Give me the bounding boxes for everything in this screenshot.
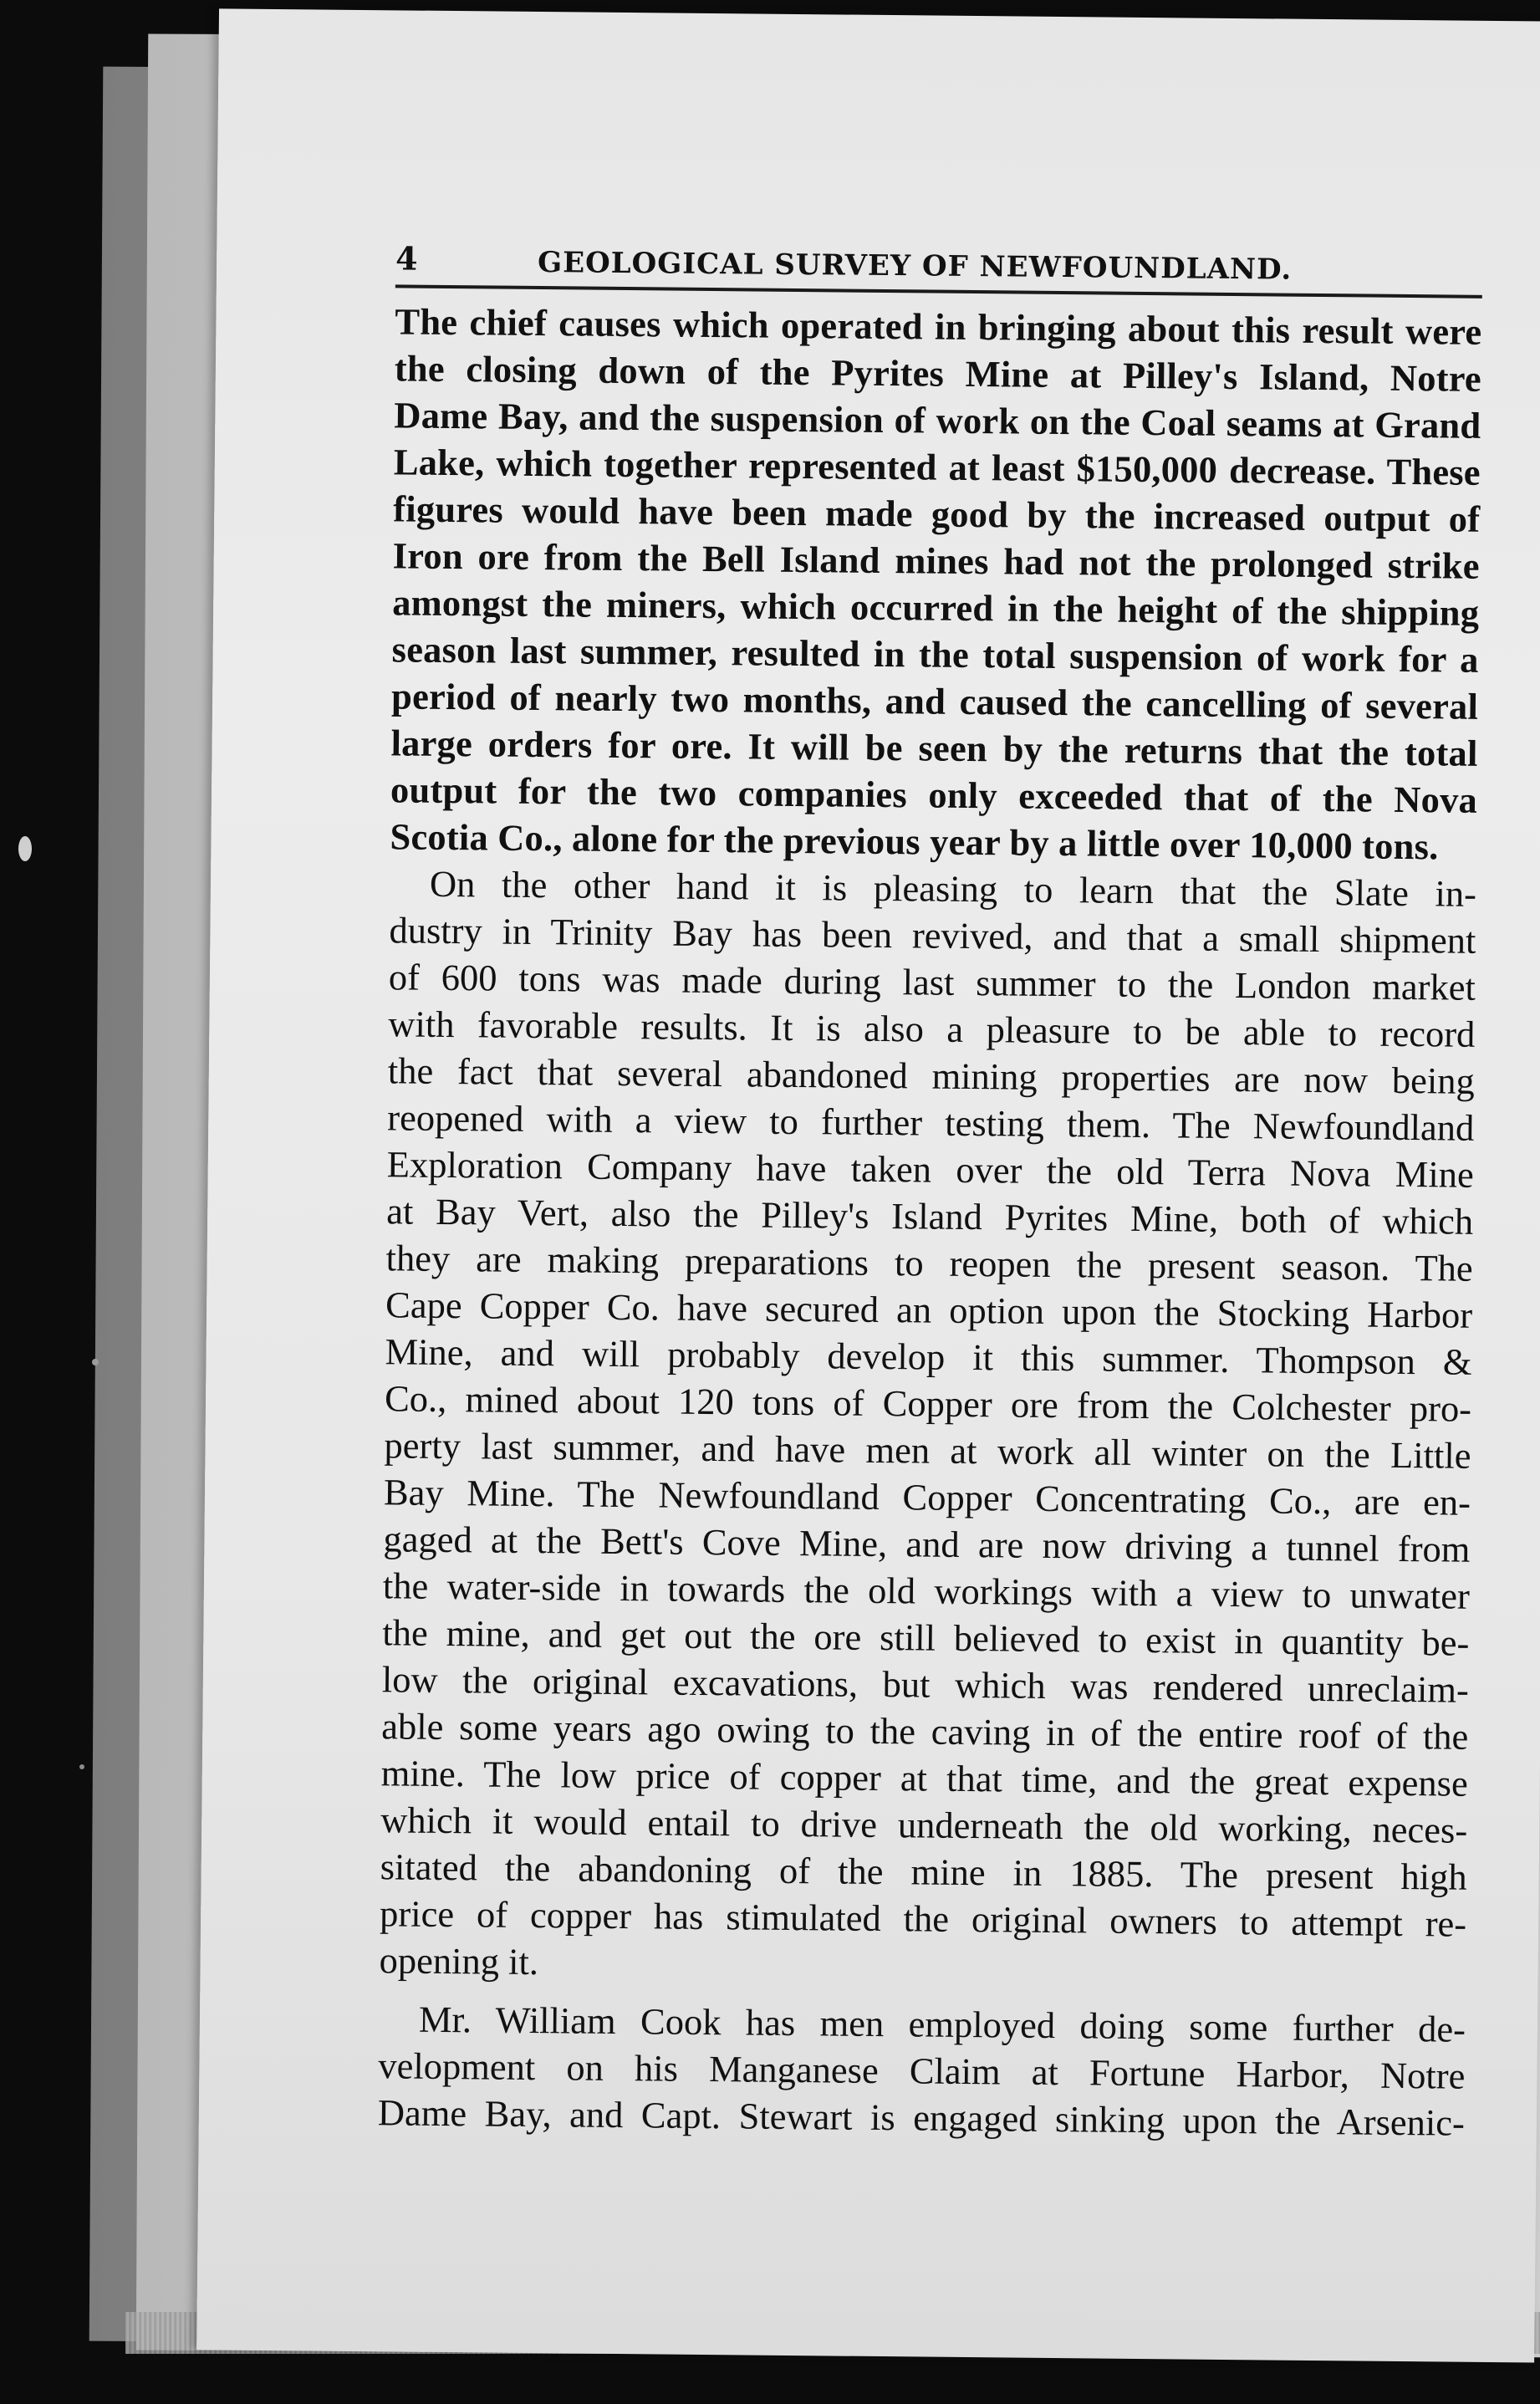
text-line: Bay Mine. The Newfoundland Copper Concentrating Co., are en- — [383, 1471, 1471, 1524]
text-line: reopened with a view to further testing them. The Newfoundland — [387, 1096, 1475, 1149]
text-line: the closing down of the Pyrites Mine at Pilley's Island, Notre — [394, 347, 1482, 400]
text-line: The chief causes which operated in bringing about this result were — [395, 300, 1482, 353]
text-line: large orders for ore. It will be seen by the returns that the total — [390, 722, 1478, 774]
text-line: which it would entail to drive underneath the old working, neces- — [380, 1799, 1468, 1851]
text-line: On the other hand it is pleasing to learn that the Slate in- — [429, 862, 1477, 915]
paragraph-2 — [379, 860, 1476, 1993]
text-line: able some years ago owing to the caving in of the entire roof of the — [381, 1705, 1469, 1758]
page-number: 4 — [395, 239, 418, 278]
text-line: output for the two companies only exceeded that of the Nova — [390, 768, 1478, 821]
text-line: Cape Copper Co. have secured an option upon the Stocking Harbor — [385, 1284, 1473, 1336]
page-text-block — [378, 234, 1483, 2146]
text-line: Dame Bay, and the suspension of work on the Coal seams at Grand — [394, 394, 1481, 447]
running-head — [395, 234, 1483, 298]
paragraph-3 — [378, 1995, 1466, 2146]
text-line: dustry in Trinity Bay has been revived, and that a small shipment — [389, 909, 1476, 962]
text-line: the fact that several abandoned mining properties are now being — [387, 1049, 1476, 1102]
text-line: opening it. — [379, 1939, 539, 1983]
text-line: figures would have been made good by the increased output of — [393, 487, 1481, 540]
text-line: perty last summer, and have men at work all winter on the Little — [384, 1424, 1471, 1477]
text-line: period of nearly two months, and caused the cancelling of several — [390, 675, 1479, 727]
text-line: Scotia Co., alone for the previous year by a little over 10,000 tons. — [390, 815, 1439, 868]
text-line: the water-side in towards the old workings with a view to unwater — [382, 1564, 1471, 1617]
paragraph-1 — [390, 298, 1481, 870]
text-line: of 600 tons was made during last summer to the London market — [388, 956, 1476, 1008]
scanned-page — [196, 8, 1540, 2362]
text-line: price of copper has stimulated the original owners to attempt re- — [379, 1892, 1467, 1945]
text-line: season last summer, resulted in the total suspension of work for a — [391, 628, 1479, 681]
text-line: Dame Bay, and Capt. Stewart is engaged sinking upon the Arsenic- — [377, 2091, 1466, 2144]
text-line: with favorable results. It is also a pleasure to be able to record — [388, 1003, 1476, 1055]
text-line: velopment on his Manganese Claim at Fortune Harbor, Notre — [378, 2044, 1466, 2097]
text-line: Iron ore from the Bell Island mines had not the prolonged strike — [392, 534, 1480, 587]
text-line: gaged at the Bett's Cove Mine, and are now driving a tunnel from — [383, 1518, 1471, 1570]
text-line: they are making preparations to reopen the present season. The — [385, 1237, 1473, 1289]
scan-speck — [92, 1359, 99, 1365]
text-line: Exploration Company have taken over the old Terra Nova Mine — [386, 1143, 1474, 1196]
text-line: amongst the miners, which occurred in the height of the shipping — [391, 581, 1480, 634]
text-line: Co., mined about 120 tons of Copper ore from the Colchester pro- — [384, 1377, 1472, 1430]
text-line: low the original excavations, but which was rendered unreclaim- — [381, 1658, 1470, 1711]
text-line: Lake, which together represented at least $150,000 decrease. These — [393, 441, 1481, 493]
scan-speck — [79, 1764, 84, 1769]
text-line: Mr. William Cook has men employed doing some further de- — [418, 1998, 1466, 2050]
text-line: at Bay Vert, also the Pilley's Island Pyrites Mine, both of which — [386, 1190, 1474, 1243]
scan-speck — [18, 836, 32, 861]
text-line: mine. The low price of copper at that time, and the great expense — [380, 1752, 1468, 1804]
text-line: sitated the abandoning of the mine in 1885. The present high — [380, 1845, 1467, 1898]
page-title: GEOLOGICAL SURVEY OF NEWFOUNDLAND. — [537, 245, 1293, 287]
text-line: the mine, and get out the ore still believed to exist in quantity be- — [382, 1611, 1470, 1664]
text-line: Mine, and will probably develop it this summer. Thompson & — [385, 1330, 1472, 1383]
